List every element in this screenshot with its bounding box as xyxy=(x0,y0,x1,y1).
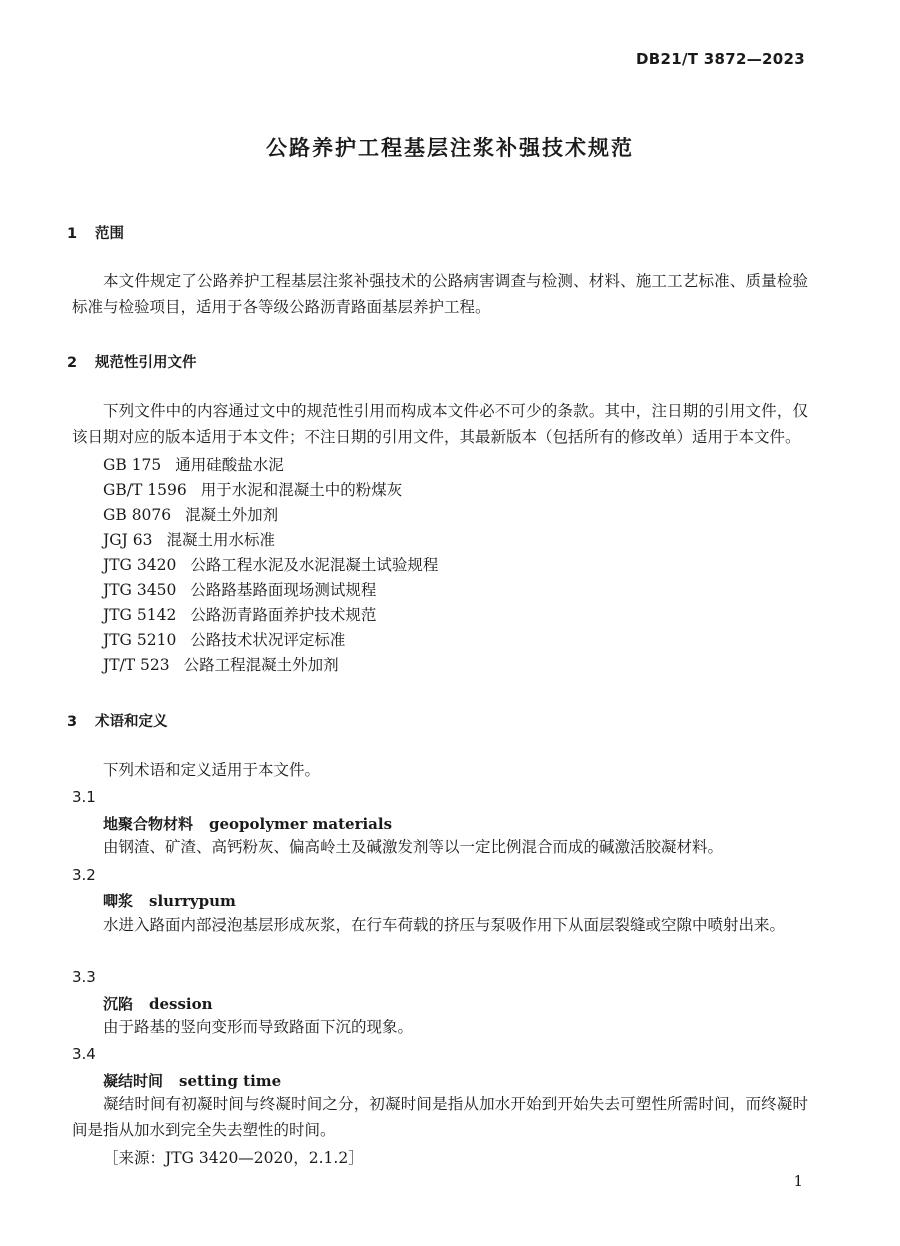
section-title: 范围 xyxy=(95,226,124,242)
term-name xyxy=(103,813,392,834)
term-definition: 水进入路面内部浸泡基层形成灰浆，在行车荷载的挤压与泵吸作用下从面层裂缝或空隙中喷射出来。 xyxy=(103,916,786,934)
term-name-en: dession xyxy=(149,995,213,1013)
reference-code: GB 8076 xyxy=(103,506,172,524)
section-title: 术语和定义 xyxy=(95,714,168,730)
section-2-heading xyxy=(67,351,197,372)
reference-code: JGJ 63 xyxy=(103,531,153,549)
document-title: 公路养护工程基层注浆补强技术规范 xyxy=(266,136,634,160)
term-definition: 由钢渣、矿渣、高钙粉灰、偏高岭土及碱激发剂等以一定比例混合而成的碱激活胶凝材料。 xyxy=(103,838,724,856)
reference-item xyxy=(103,527,275,553)
reference-code: GB 175 xyxy=(103,456,162,474)
standard-number: DB21/T 3872—2023 xyxy=(636,50,805,68)
reference-title: 公路沥青路面养护技术规范 xyxy=(190,606,377,624)
reference-item xyxy=(103,552,438,578)
section-number: 3 xyxy=(67,714,78,730)
term-name-en: geopolymer materials xyxy=(209,815,393,833)
term-name xyxy=(103,890,236,911)
page-number: 1 xyxy=(793,1172,803,1190)
reference-item xyxy=(103,477,402,503)
term-definition: 由于路基的竖向变形而导致路面下沉的现象。 xyxy=(103,1018,414,1036)
references-intro: 下列文件中的内容通过文中的规范性引用而构成本文件必不可少的条款。其中，注日期的引用文件，仅该日期对应的版本适用于本文件；不注日期的引用文件，其最新版本（包括所有的修改单）适用于本文件。 xyxy=(72,402,808,446)
terms-intro: 下列术语和定义适用于本文件。 xyxy=(103,761,321,779)
term-name-zh: 沉陷 xyxy=(103,995,134,1013)
section-3-heading xyxy=(67,710,168,731)
scope-paragraph: 本文件规定了公路养护工程基层注浆补强技术的公路病害调查与检测、材料、施工工艺标准、质量检验标准与检验项目，适用于各等级公路沥青路面基层养护工程。 xyxy=(72,272,808,316)
reference-item xyxy=(103,452,284,478)
reference-title: 混凝土用水标准 xyxy=(166,531,275,549)
reference-title: 混凝土外加剂 xyxy=(185,506,279,524)
reference-code: GB/T 1596 xyxy=(103,481,187,499)
reference-title: 公路路基路面现场测试规程 xyxy=(190,581,377,599)
section-1-heading xyxy=(67,222,124,243)
reference-item xyxy=(103,602,376,628)
section-title: 规范性引用文件 xyxy=(95,355,197,371)
reference-item xyxy=(103,652,339,678)
term-source: ［来源：JTG 3420—2020，2.1.2］ xyxy=(103,1149,364,1167)
term-name xyxy=(103,1070,281,1091)
reference-title: 用于水泥和混凝土中的粉煤灰 xyxy=(200,481,403,499)
reference-item xyxy=(103,627,345,653)
term-number: 3.4 xyxy=(72,1045,96,1063)
reference-code: JTG 3420 xyxy=(103,556,177,574)
reference-code: JTG 5210 xyxy=(103,631,177,649)
reference-title: 公路工程水泥及水泥混凝土试验规程 xyxy=(190,556,439,574)
term-name-en: setting time xyxy=(179,1072,282,1090)
reference-code: JTG 5142 xyxy=(103,606,177,624)
term-number: 3.1 xyxy=(72,788,96,806)
reference-title: 通用硅酸盐水泥 xyxy=(175,456,284,474)
section-number: 1 xyxy=(67,226,78,242)
reference-item xyxy=(103,577,376,603)
term-name-en: slurrypum xyxy=(149,892,236,910)
term-name-zh: 凝结时间 xyxy=(103,1072,164,1090)
reference-code: JTG 3450 xyxy=(103,581,177,599)
reference-title: 公路技术状况评定标准 xyxy=(190,631,346,649)
term-name-zh: 地聚合物材料 xyxy=(103,815,194,833)
reference-code: JT/T 523 xyxy=(103,656,170,674)
reference-item xyxy=(103,502,278,528)
term-number: 3.3 xyxy=(72,968,96,986)
reference-title: 公路工程混凝土外加剂 xyxy=(183,656,339,674)
section-number: 2 xyxy=(67,355,78,371)
term-name xyxy=(103,993,213,1014)
term-definition: 凝结时间有初凝时间与终凝时间之分，初凝时间是指从加水开始到开始失去可塑性所需时间，而终凝时间是指从加水到完全失去塑性的时间。 xyxy=(72,1095,808,1139)
term-number: 3.2 xyxy=(72,866,96,884)
term-name-zh: 唧浆 xyxy=(103,892,134,910)
